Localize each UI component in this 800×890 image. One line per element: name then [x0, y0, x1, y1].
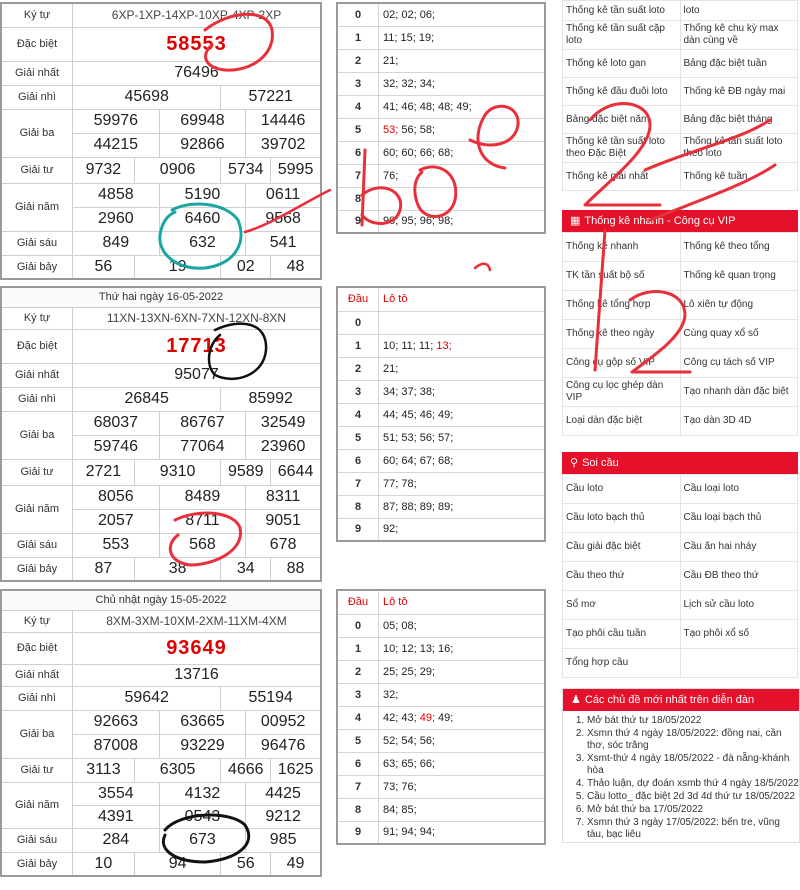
stats-link[interactable]: Thống kê giải nhất — [563, 163, 681, 191]
prize-value: 10 — [73, 852, 135, 876]
stats-link[interactable]: Thống kê đầu đuôi loto — [563, 78, 681, 106]
code-value: 11XN-13XN-6XN-7XN-12XN-8XN — [73, 307, 322, 329]
loto-head: 3 — [337, 683, 379, 706]
search-icon: ⚲ — [570, 457, 579, 469]
prize-value: 32549 — [246, 411, 321, 435]
prize-label: Giải sáu — [1, 231, 73, 255]
stats-link[interactable]: Bảng đặc biệt năm — [563, 106, 681, 134]
loto-head: 7 — [337, 775, 379, 798]
loto-values: 32; 32; 34; — [379, 72, 546, 95]
prize-label: Giải bảy — [1, 255, 73, 279]
prize-value: 85992 — [221, 387, 321, 411]
soi-cau-link[interactable]: Tạo phôi cầu tuần — [563, 620, 681, 649]
prize-value: 59746 — [73, 435, 160, 459]
prize-value: 4858 — [73, 183, 160, 207]
loto-values — [379, 187, 546, 210]
loto-head: 6 — [337, 752, 379, 775]
prize-value: 14446 — [246, 109, 321, 133]
quick-tools-header — [562, 210, 798, 232]
loto-values: 52; 54; 56; — [379, 729, 546, 752]
prize-value: 9212 — [246, 805, 321, 828]
loto-head: 6 — [337, 449, 379, 472]
soi-cau-link[interactable]: Cầu theo thứ — [563, 562, 681, 591]
prize-value: 673 — [159, 828, 246, 852]
prize-label: Giải sáu — [1, 828, 73, 852]
prize-value: 68037 — [73, 411, 160, 435]
prize-value: 5190 — [159, 183, 246, 207]
soi-cau-link[interactable]: Cầu loto — [563, 475, 681, 504]
prize-value: 284 — [73, 828, 160, 852]
quick-tool-link[interactable]: Tạo dàn 3D 4D — [680, 407, 798, 436]
prize-label-special: Đặc biệt — [1, 632, 73, 664]
loto-head-label: Đầu — [337, 590, 379, 614]
prize-value: 38 — [134, 557, 221, 581]
loto-head: 1 — [337, 26, 379, 49]
loto-values-label: Lô tô — [379, 287, 546, 311]
loto-head: 5 — [337, 729, 379, 752]
prize-value: 48 — [271, 255, 321, 279]
prize-value: 19 — [134, 255, 221, 279]
stats-link[interactable]: Thống kê ĐB ngày mai — [680, 78, 798, 106]
quick-tool-link[interactable]: TK tần suất bộ số — [563, 262, 681, 291]
forum-topic-link[interactable]: 6. Mở bát thứ ba 17/05/2022 — [587, 804, 799, 816]
prize-value: 8056 — [73, 485, 160, 509]
prize-label-special: Đặc biệt — [1, 27, 73, 61]
stats-link[interactable]: Thống kê loto gan — [563, 50, 681, 78]
loto-head: 2 — [337, 357, 379, 380]
prize-value: 9051 — [246, 509, 321, 533]
stats-link[interactable]: Bảng đặc biệt tháng — [680, 106, 798, 134]
loto-head: 0 — [337, 311, 379, 334]
prize-value: 5734 — [221, 157, 271, 183]
quick-tool-link[interactable]: Công cụ lọc ghép dàn VIP — [563, 378, 681, 407]
loto-head: 3 — [337, 72, 379, 95]
prize-value: 2960 — [73, 207, 160, 231]
loto-head: 9 — [337, 518, 379, 541]
prize-value: 88 — [271, 557, 321, 581]
prize-label: Giải ba — [1, 710, 73, 758]
loto-head: 5 — [337, 118, 379, 141]
prize-value: 9310 — [134, 459, 221, 485]
stats-links — [562, 0, 798, 191]
stats-link[interactable]: Thống kê tuần — [680, 163, 798, 191]
loto-head: 8 — [337, 187, 379, 210]
loto-values: 91; 94; 94; — [379, 821, 546, 844]
chart-icon: ▦ — [570, 215, 581, 227]
prize-value: 4132 — [159, 782, 246, 805]
soi-cau-header — [562, 452, 798, 474]
soi-cau-link — [680, 649, 798, 678]
draw-date: Chủ nhật ngày 15-05-2022 — [1, 590, 321, 610]
quick-tool-link[interactable]: Tạo nhanh dàn đặc biệt — [680, 378, 798, 407]
loto-head: 8 — [337, 798, 379, 821]
result-table-3 — [0, 589, 322, 877]
prize-value: 13716 — [73, 664, 322, 686]
loto-values — [379, 311, 546, 334]
quick-tool-link[interactable]: Thống kê tổng hợp — [563, 291, 681, 320]
prize-special: 93649 — [73, 632, 322, 664]
loto-head: 7 — [337, 472, 379, 495]
loto-head: 4 — [337, 95, 379, 118]
prize-label: Giải tư — [1, 758, 73, 782]
prize-value: 6460 — [159, 207, 246, 231]
prize-label: Giải nhất — [1, 664, 73, 686]
prize-value: 9732 — [73, 157, 135, 183]
stats-link[interactable]: Thống kê tần suất loto theo Đặc Biệt — [563, 134, 681, 163]
forum-topic-link[interactable]: 4. Thảo luận, dự đoán xsmb thứ 4 ngày 18/5/2022 — [587, 778, 799, 790]
result-table-2 — [0, 286, 322, 582]
prize-value: 3113 — [73, 758, 135, 782]
prize-label-special: Đặc biệt — [1, 329, 73, 363]
loto-values: 11; 15; 19; — [379, 26, 546, 49]
loto-head: 1 — [337, 334, 379, 357]
prize-value: 92663 — [73, 710, 160, 734]
prize-label: Giải năm — [1, 782, 73, 828]
quick-tool-link[interactable]: Thống kê nhanh — [563, 233, 681, 262]
loto-values: 05; 08; — [379, 614, 546, 637]
prize-value: 9589 — [221, 459, 271, 485]
soi-cau-link[interactable]: Tổng hợp cầu — [563, 649, 681, 678]
prize-value: 94 — [134, 852, 221, 876]
loto-values: 87; 88; 89; 89; — [379, 495, 546, 518]
prize-label: Giải nhì — [1, 387, 73, 411]
prize-value: 1625 — [271, 758, 321, 782]
prize-label: Giải tư — [1, 157, 73, 183]
loto-values: 63; 65; 66; — [379, 752, 546, 775]
prize-value: 23960 — [246, 435, 321, 459]
loto-values: 34; 37; 38; — [379, 380, 546, 403]
prize-special: 58553 — [73, 27, 322, 61]
prize-value: 63665 — [159, 710, 246, 734]
soi-cau-link[interactable]: Cầu loại bạch thủ — [680, 504, 798, 533]
stats-link[interactable]: Thống kê tần suất loto theo loto — [680, 134, 798, 163]
forum-topic-link[interactable]: 1. Mở bát thứ tư 18/05/2022 — [587, 715, 799, 727]
prize-value: 6305 — [134, 758, 221, 782]
prize-value: 632 — [159, 231, 246, 255]
loto-values: 77; 78; — [379, 472, 546, 495]
loto-head: 8 — [337, 495, 379, 518]
result-table-1 — [0, 2, 322, 280]
quick-tool-link[interactable]: Công cụ gộp số VIP — [563, 349, 681, 378]
loto-values: 76; — [379, 164, 546, 187]
prize-value: 4391 — [73, 805, 160, 828]
loto-head: 6 — [337, 141, 379, 164]
quick-tool-link[interactable]: Công cụ tách số VIP — [680, 349, 798, 378]
loto-head: 9 — [337, 821, 379, 844]
loto-values: 53; 56; 58; — [379, 118, 546, 141]
prize-value: 8311 — [246, 485, 321, 509]
soi-cau-panel — [562, 452, 798, 678]
loto-head: 3 — [337, 380, 379, 403]
prize-value: 3554 — [73, 782, 160, 805]
loto-values: 42; 43; 49; 49; — [379, 706, 546, 729]
loto-values: 21; — [379, 49, 546, 72]
prize-value: 45698 — [73, 85, 221, 109]
loto-values: 41; 46; 48; 48; 49; — [379, 95, 546, 118]
loto-values: 90; 95; 96; 98; — [379, 210, 546, 233]
quick-tool-link[interactable]: Loại dàn đặc biệt — [563, 407, 681, 436]
stats-link[interactable]: Thống kê tần suất loto — [563, 1, 681, 21]
prize-value: 8711 — [159, 509, 246, 533]
forum-topic-link[interactable]: 2. Xsmn thứ 4 ngày 18/05/2022: đồng nai, cần thơ, sóc trăng — [587, 728, 799, 752]
forum-panel — [562, 688, 800, 843]
prize-value: 26845 — [73, 387, 221, 411]
loto-values: 73; 76; — [379, 775, 546, 798]
prize-value: 87 — [73, 557, 135, 581]
soi-cau-link[interactable]: Lịch sử cầu loto — [680, 591, 798, 620]
draw-date: Thứ hai ngày 16-05-2022 — [1, 287, 321, 307]
loto-values: 84; 85; — [379, 798, 546, 821]
quick-tools-panel — [562, 210, 798, 436]
loto-values: 10; 11; 11; 13; — [379, 334, 546, 357]
loto-table-1 — [336, 2, 546, 234]
loto-head-label: Đầu — [337, 287, 379, 311]
forum-title: Các chủ đề mới nhất trên diễn đàn — [584, 694, 755, 706]
quick-link-table — [562, 232, 798, 436]
stats-link[interactable]: Thống kê tần suất cặp loto — [563, 21, 681, 50]
prize-value: 96476 — [246, 734, 321, 758]
prize-value: 985 — [246, 828, 321, 852]
loto-values: 32; — [379, 683, 546, 706]
prize-label: Giải nhất — [1, 363, 73, 387]
soi-cau-title: Soi cầu — [582, 457, 619, 469]
prize-value: 76496 — [73, 61, 322, 85]
loto-head: 1 — [337, 637, 379, 660]
prize-value: 9568 — [246, 207, 321, 231]
loto-head: 7 — [337, 164, 379, 187]
prize-value: 39702 — [246, 133, 321, 157]
code-value: 6XP-1XP-14XP-10XP-4XP-2XP — [73, 3, 322, 27]
prize-value: 2721 — [73, 459, 135, 485]
prize-value: 4666 — [221, 758, 271, 782]
prize-label: Giải bảy — [1, 852, 73, 876]
prize-value: 59976 — [73, 109, 160, 133]
prize-value: 5995 — [271, 157, 321, 183]
stats-link[interactable]: Thống kê chu kỳ max dàn cùng về — [680, 21, 798, 50]
code-label: Ký tự — [1, 3, 73, 27]
prize-value: 56 — [73, 255, 135, 279]
prize-label: Giải ba — [1, 411, 73, 459]
prize-value: 57221 — [221, 85, 321, 109]
loto-values: 60; 60; 66; 68; — [379, 141, 546, 164]
soi-cau-link[interactable]: Sổ mơ — [563, 591, 681, 620]
soi-cau-link[interactable]: Tạo phôi xổ số — [680, 620, 798, 649]
prize-value: 69948 — [159, 109, 246, 133]
soi-cau-link[interactable]: Cầu loại loto — [680, 475, 798, 504]
red-ink-mark-small — [475, 264, 490, 270]
code-label: Ký tự — [1, 610, 73, 632]
loto-values: 10; 12; 13; 16; — [379, 637, 546, 660]
loto-head: 9 — [337, 210, 379, 233]
forum-header — [563, 689, 799, 711]
prize-special: 17713 — [73, 329, 322, 363]
loto-values: 51; 53; 56; 57; — [379, 426, 546, 449]
forum-topic-list — [563, 715, 799, 841]
prize-value: 44215 — [73, 133, 160, 157]
prize-label: Giải tư — [1, 459, 73, 485]
prize-value: 541 — [246, 231, 321, 255]
prize-value: 4425 — [246, 782, 321, 805]
forum-topic-link[interactable]: 5. Cầu lotto_ đặc biệt 2d 3d 4d thứ tư 18/05/2022 — [587, 791, 799, 803]
prize-label: Giải nhất — [1, 61, 73, 85]
stats-link[interactable]: Bảng đặc biệt tuần — [680, 50, 798, 78]
soi-cau-link[interactable]: Cầu ĐB theo thứ — [680, 562, 798, 591]
prize-label: Giải năm — [1, 485, 73, 533]
forum-topic-link[interactable]: 3. Xsmt-thứ 4 ngày 18/05/2022 - đà nẵng-khánh hòa — [587, 753, 799, 777]
prize-value: 95077 — [73, 363, 322, 387]
loto-values: 60; 64; 67; 68; — [379, 449, 546, 472]
code-value: 8XM-3XM-10XM-2XM-11XM-4XM — [73, 610, 322, 632]
prize-label: Giải năm — [1, 183, 73, 231]
prize-label: Giải nhì — [1, 686, 73, 710]
quick-tool-link[interactable]: Thống kê quan trọng — [680, 262, 798, 291]
prize-value: 34 — [221, 557, 271, 581]
loto-head: 0 — [337, 614, 379, 637]
prize-value: 8489 — [159, 485, 246, 509]
loto-values: 02; 02; 06; — [379, 3, 546, 26]
loto-values: 25; 25; 29; — [379, 660, 546, 683]
prize-value: 86767 — [159, 411, 246, 435]
quick-tool-link[interactable]: Thống kê theo ngày — [563, 320, 681, 349]
loto-values: 44; 45; 46; 49; — [379, 403, 546, 426]
prize-value: 92866 — [159, 133, 246, 157]
forum-topic-link[interactable]: 7. Xsmn thứ 3 ngày 17/05/2022: bến tre, vũng tàu, bạc liêu — [587, 817, 799, 841]
prize-value: 678 — [246, 533, 321, 557]
soi-cau-link[interactable]: Cầu giải đặc biệt — [563, 533, 681, 562]
soi-cau-link[interactable]: Cầu loto bạch thủ — [563, 504, 681, 533]
loto-head: 4 — [337, 706, 379, 729]
prize-value: 02 — [221, 255, 271, 279]
stats-link-table — [562, 0, 798, 191]
loto-head: 2 — [337, 660, 379, 683]
prize-value: 49 — [271, 852, 321, 876]
prize-value: 93229 — [159, 734, 246, 758]
loto-head: 4 — [337, 403, 379, 426]
prize-value: 0611 — [246, 183, 321, 207]
quick-tool-link[interactable]: Lô xiên tự động — [680, 291, 798, 320]
soi-link-table — [562, 474, 798, 678]
code-label: Ký tự — [1, 307, 73, 329]
quick-tool-link[interactable]: Thống kê theo tổng — [680, 233, 798, 262]
loto-head: 5 — [337, 426, 379, 449]
soi-cau-link[interactable]: Cầu ăn hai nháy — [680, 533, 798, 562]
prize-value: 77064 — [159, 435, 246, 459]
prize-value: 00952 — [246, 710, 321, 734]
loto-table-2 — [336, 286, 546, 542]
prize-label: Giải nhì — [1, 85, 73, 109]
prize-value: 849 — [73, 231, 160, 255]
loto-head: 2 — [337, 49, 379, 72]
prize-value: 56 — [221, 852, 271, 876]
prize-value: 0906 — [134, 157, 221, 183]
loto-values: 92; — [379, 518, 546, 541]
prize-value: 553 — [73, 533, 160, 557]
prize-value: 2057 — [73, 509, 160, 533]
prize-value: 87008 — [73, 734, 160, 758]
prize-value: 0543 — [159, 805, 246, 828]
prize-label: Giải bảy — [1, 557, 73, 581]
prize-label: Giải sáu — [1, 533, 73, 557]
prize-label: Giải ba — [1, 109, 73, 157]
loto-values-label: Lô tô — [379, 590, 546, 614]
loto-head: 0 — [337, 3, 379, 26]
prize-value: 59642 — [73, 686, 221, 710]
users-icon: ♟ — [571, 694, 581, 706]
quick-tools-title: Thống kê nhanh - Công cụ VIP — [584, 215, 736, 227]
prize-value: 568 — [159, 533, 246, 557]
stats-link[interactable]: loto — [680, 1, 798, 21]
quick-tool-link[interactable]: Cùng quay xổ số — [680, 320, 798, 349]
loto-values: 21; — [379, 357, 546, 380]
prize-value: 55194 — [221, 686, 321, 710]
prize-value: 6644 — [271, 459, 321, 485]
loto-table-3 — [336, 589, 546, 845]
